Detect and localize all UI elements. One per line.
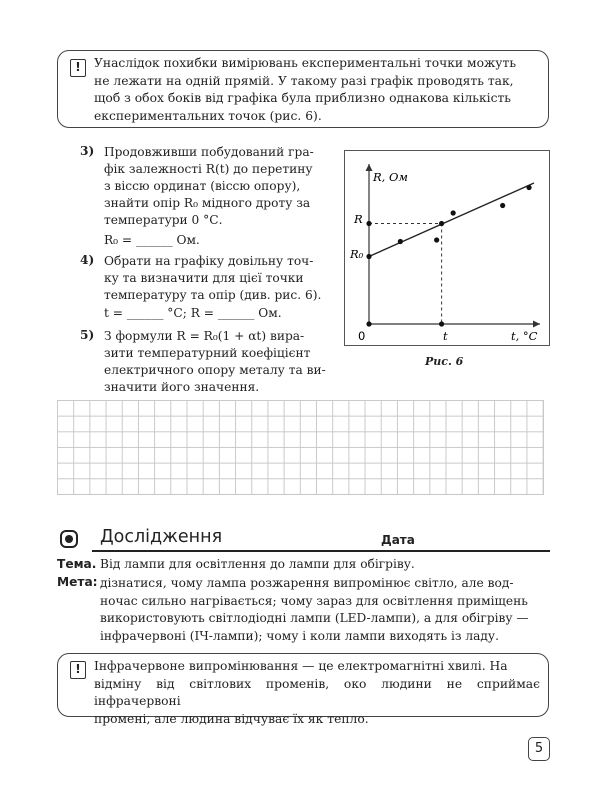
y-axis-label: R, Ом: [373, 170, 408, 184]
y-axis-tick-point: [366, 221, 371, 226]
exclamation-icon: !: [70, 59, 86, 77]
goal-line: ночас сильно нагрівається; чому зараз для освітлення приміщень: [100, 593, 528, 608]
note-text: [94, 55, 540, 125]
date-label: Дата: [381, 533, 415, 547]
info-note-bottom: [57, 653, 549, 726]
goal-line: дізнатися, чому лампа розжарення випромінює світло, але вод-: [100, 576, 514, 590]
marked-point: [439, 221, 444, 226]
step-3-text: [104, 144, 338, 229]
data-point: [366, 321, 371, 326]
step-line: З формули R = R₀(1 + αt) вира-: [104, 329, 305, 343]
info-note-top: [57, 50, 549, 128]
note-line: Унаслідок похибки вимірювань експериментальні точки можуть: [94, 56, 517, 70]
step-3-answer[interactable]: R₀ = ______ Ом.: [104, 233, 200, 247]
note-line: Інфрачервоне випромінювання — це електромагнітні хвилі. На: [94, 659, 508, 673]
note-line: щоб з обох боків від графіка була приблизно однакова кількість: [94, 91, 512, 105]
step-4-number: 4): [80, 253, 95, 267]
data-point: [526, 185, 531, 190]
data-point: [398, 239, 403, 244]
step-line: з віссю ординат (віссю опору),: [104, 179, 301, 193]
y-tick-R0: R₀: [350, 247, 364, 261]
page-number: 5: [528, 737, 550, 761]
note-line: експериментальних точок (рис. 6).: [94, 108, 322, 123]
step-3-number: 3): [80, 144, 95, 158]
section-rule: [92, 550, 550, 552]
step-line: температури 0 °С.: [104, 213, 223, 227]
goal-text: [100, 575, 550, 645]
figure-6-chart: [344, 150, 550, 346]
step-line: знайти опір R₀ мідного дроту за: [104, 196, 311, 210]
x-axis-tick-point: [439, 321, 444, 326]
data-point: [451, 210, 456, 215]
exclamation-icon: !: [70, 661, 86, 679]
fit-line: [369, 183, 534, 257]
x-axis-label: t, °С: [511, 329, 538, 343]
step-5-number: 5): [80, 328, 95, 342]
y-tick-R: R: [354, 212, 363, 226]
x-tick-t: t: [443, 329, 448, 343]
step-line: ку та визначити для цієї точки: [104, 271, 304, 285]
origin-label: 0: [358, 329, 366, 343]
goal-label: Мета:: [57, 575, 98, 589]
data-point: [500, 203, 505, 208]
goal-line: використовують світлодіодні лампи (LED-лампи), а для обігріву —: [100, 611, 529, 625]
theme-label: Тема.: [57, 557, 97, 571]
step-5-text: [104, 328, 338, 396]
note-line: відміну від світлових променів, око людини не сприймає інфрачервоні: [94, 676, 540, 708]
step-line: температуру та опір (див. рис. 6).: [104, 288, 322, 302]
theme-text: Від лампи для освітлення до лампи для обігріву.: [100, 557, 415, 571]
figure-caption: Рис. 6: [425, 355, 464, 368]
data-point: [434, 237, 439, 242]
goal-line: інфрачервоні (ІЧ-лампи); чому і коли лампи виходять із ладу.: [100, 628, 499, 643]
step-line: Продовживши побудований гра-: [104, 145, 314, 159]
step-line: значити його значення.: [104, 380, 260, 394]
bullet-icon: [60, 530, 78, 548]
note-line: не лежати на одній прямій. У такому разі графік проводять так,: [94, 73, 514, 88]
step-line: Обрати на графіку довільну точ-: [104, 254, 314, 268]
step-4-answer[interactable]: t = ______ °С; R = ______ Ом.: [104, 306, 282, 320]
note-text: [94, 658, 540, 728]
section-title: Дослідження: [100, 527, 223, 547]
answer-grid[interactable]: [57, 400, 544, 495]
note-line: промені, але людина відчуває їх як тепло.: [94, 711, 369, 726]
step-line: зити температурний коефіцієнт: [104, 346, 311, 360]
r0-intercept-point: [366, 254, 371, 259]
step-line: електричного опору металу та ви-: [104, 363, 326, 377]
step-4-text: [104, 253, 338, 304]
step-line: фік залежності R(t) до перетину: [104, 162, 313, 176]
